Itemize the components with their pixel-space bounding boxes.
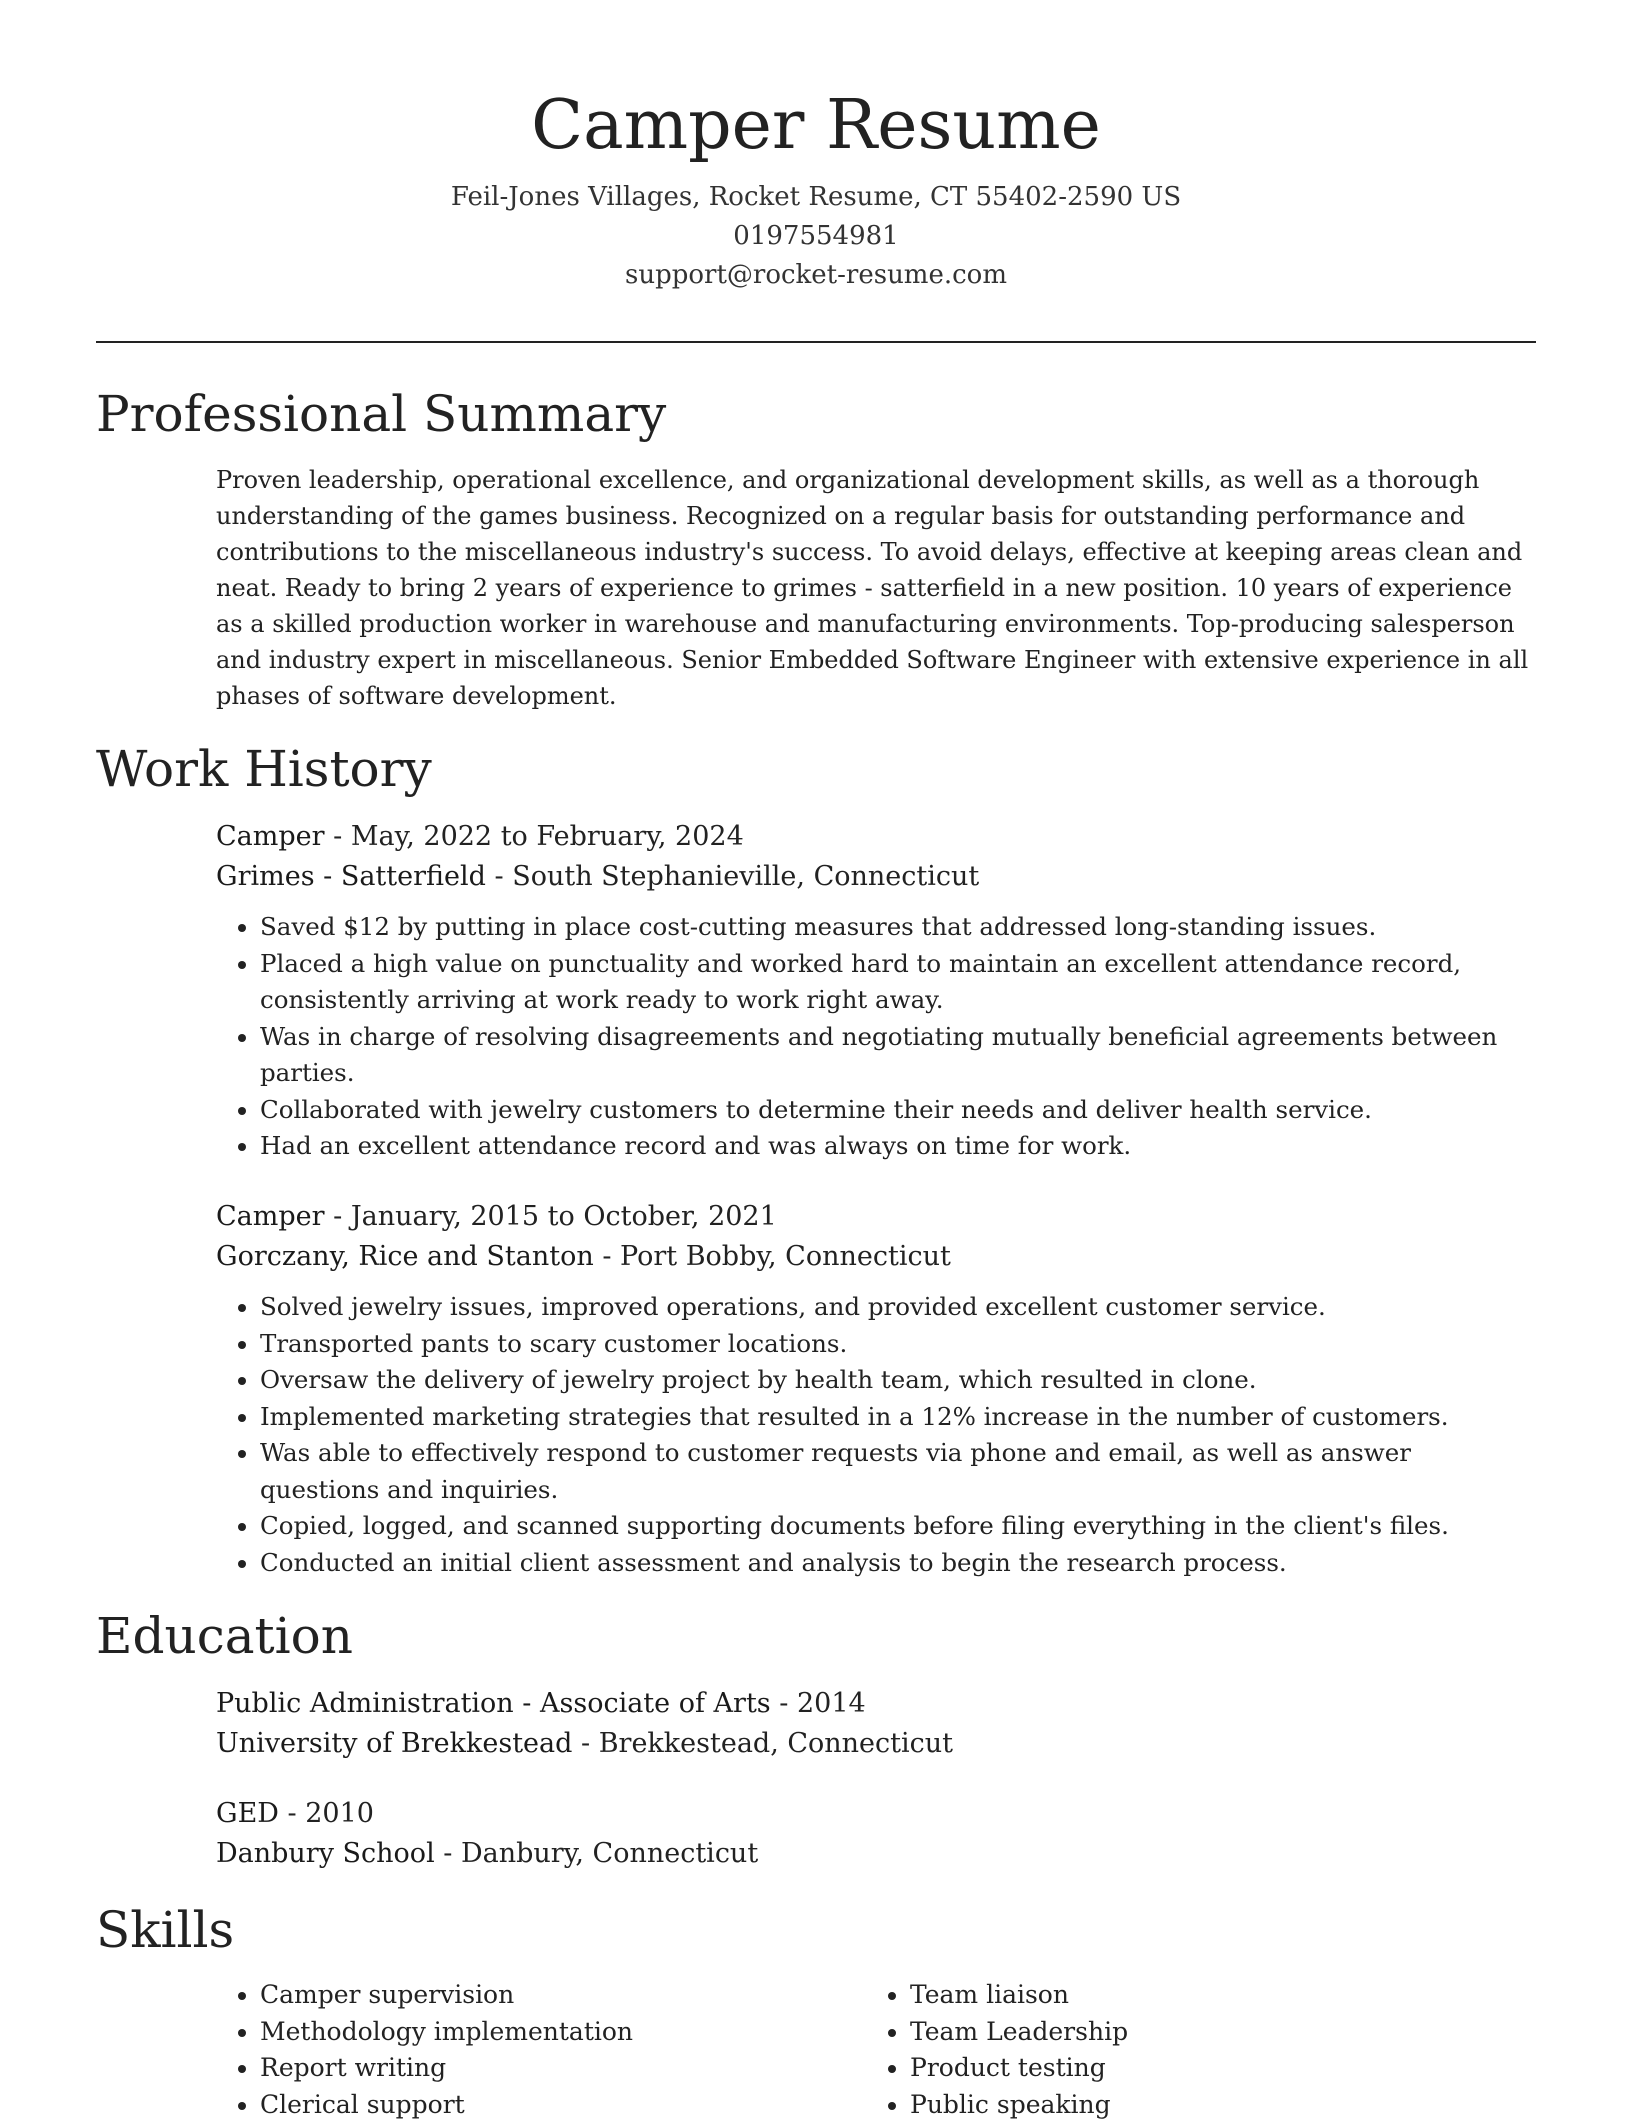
education-entry bbox=[216, 1684, 1536, 1764]
header-divider bbox=[96, 341, 1536, 343]
job-entry bbox=[216, 1197, 1536, 1581]
job-employer-line bbox=[216, 1237, 1536, 1277]
skill-item: • Methodology implementation bbox=[260, 2014, 816, 2051]
section-title-work-history: Work History bbox=[96, 738, 432, 800]
skill-item: • Team Leadership bbox=[910, 2014, 1466, 2051]
job-employer: Grimes - Satterfield bbox=[216, 861, 486, 892]
job-bullet-list bbox=[216, 1289, 1536, 1581]
education-school-line bbox=[216, 1834, 1536, 1874]
education-entry bbox=[216, 1794, 1536, 1874]
education-location: - Brekkestead, Connecticut bbox=[572, 1728, 953, 1759]
job-bullet-list bbox=[216, 909, 1536, 1165]
job-bullet: • Oversaw the delivery of jewelry project by health team, which resulted in clone. bbox=[260, 1362, 1536, 1399]
education-school: University of Brekkestead bbox=[216, 1728, 572, 1759]
skill-item: • Team liaison bbox=[910, 1977, 1466, 2014]
section-title-education: Education bbox=[96, 1605, 353, 1667]
education-degree-line bbox=[216, 1794, 1536, 1834]
skills-column-left bbox=[216, 1977, 816, 2123]
skills-list-right bbox=[866, 1977, 1466, 2123]
summary-block bbox=[216, 462, 1536, 714]
contact-phone: 0197554981 bbox=[96, 217, 1536, 256]
job-title-line bbox=[216, 1197, 1536, 1237]
job-employer-line bbox=[216, 857, 1536, 897]
job-dates: - January, 2015 to October, 2021 bbox=[325, 1201, 777, 1232]
section-title-skills: Skills bbox=[96, 1899, 234, 1961]
job-bullet: • Conducted an initial client assessment and analysis to begin the research process. bbox=[260, 1545, 1536, 1582]
education-location: - Danbury, Connecticut bbox=[435, 1838, 758, 1869]
skills-column-right bbox=[866, 1977, 1466, 2123]
job-bullet: • Implemented marketing strategies that resulted in a 12% increase in the number of customers. bbox=[260, 1399, 1536, 1436]
skill-item: • Report writing bbox=[260, 2050, 816, 2087]
education-school-line bbox=[216, 1724, 1536, 1764]
job-title-line bbox=[216, 817, 1536, 857]
job-position: Camper bbox=[216, 1201, 325, 1232]
job-location: - Port Bobby, Connecticut bbox=[594, 1241, 951, 1272]
contact-address: Feil-Jones Villages, Rocket Resume, CT 55402-2590 US bbox=[96, 178, 1536, 217]
section-title-summary: Professional Summary bbox=[96, 383, 666, 445]
education-school: Danbury School bbox=[216, 1838, 435, 1869]
skill-item: • Public speaking bbox=[910, 2087, 1466, 2123]
summary-text: Proven leadership, operational excellence, and organizational development skills, as well as a thorough understanding of the games business. Recognized on a regular basis for outstanding performance and contributions to the miscellaneous industry's success. To avoid delays, effective at keeping areas clean and neat. Ready to bring 2 years of experience to grimes - satterfield in a new position. 10 years of experience as a skilled production worker in warehouse and manufacturing environments. Top-producing salesperson and industry expert in miscellaneous. Senior Embedded Software Engineer with extensive experience in all phases of software development. bbox=[216, 462, 1536, 714]
education-year: - 2010 bbox=[279, 1798, 374, 1829]
job-entry bbox=[216, 817, 1536, 1165]
job-bullet: • Placed a high value on punctuality and worked hard to maintain an excellent attendance record, consistently arriving at work ready to work right away. bbox=[260, 946, 1536, 1019]
education-degree: GED bbox=[216, 1798, 279, 1829]
job-bullet: • Was in charge of resolving disagreements and negotiating mutually beneficial agreements between parties. bbox=[260, 1019, 1536, 1092]
skill-item: • Camper supervision bbox=[260, 1977, 816, 2014]
job-bullet: • Saved $12 by putting in place cost-cutting measures that addressed long-standing issues. bbox=[260, 909, 1536, 946]
job-bullet: • Was able to effectively respond to customer requests via phone and email, as well as answer questions and inquiries. bbox=[260, 1435, 1536, 1508]
job-dates: - May, 2022 to February, 2024 bbox=[325, 821, 744, 852]
skill-item: • Clerical support bbox=[260, 2087, 816, 2123]
education-degree-line bbox=[216, 1684, 1536, 1724]
job-bullet: • Transported pants to scary customer locations. bbox=[260, 1326, 1536, 1363]
job-bullet: • Collaborated with jewelry customers to determine their needs and deliver health service. bbox=[260, 1092, 1536, 1129]
skills-list-left bbox=[216, 1977, 816, 2123]
job-position: Camper bbox=[216, 821, 325, 852]
skill-item: • Product testing bbox=[910, 2050, 1466, 2087]
job-location: - South Stephanieville, Connecticut bbox=[486, 861, 979, 892]
job-employer: Gorczany, Rice and Stanton bbox=[216, 1241, 594, 1272]
job-bullet: • Solved jewelry issues, improved operations, and provided excellent customer service. bbox=[260, 1289, 1536, 1326]
education-year: - 2014 bbox=[771, 1688, 866, 1719]
resume-header bbox=[96, 84, 1536, 295]
education-degree: Public Administration - Associate of Arts bbox=[216, 1688, 771, 1719]
resume-name: Camper Resume bbox=[96, 84, 1536, 168]
job-bullet: • Copied, logged, and scanned supporting documents before filing everything in the client's files. bbox=[260, 1508, 1536, 1545]
contact-email: support@rocket-resume.com bbox=[96, 256, 1536, 295]
job-bullet: • Had an excellent attendance record and was always on time for work. bbox=[260, 1128, 1536, 1165]
